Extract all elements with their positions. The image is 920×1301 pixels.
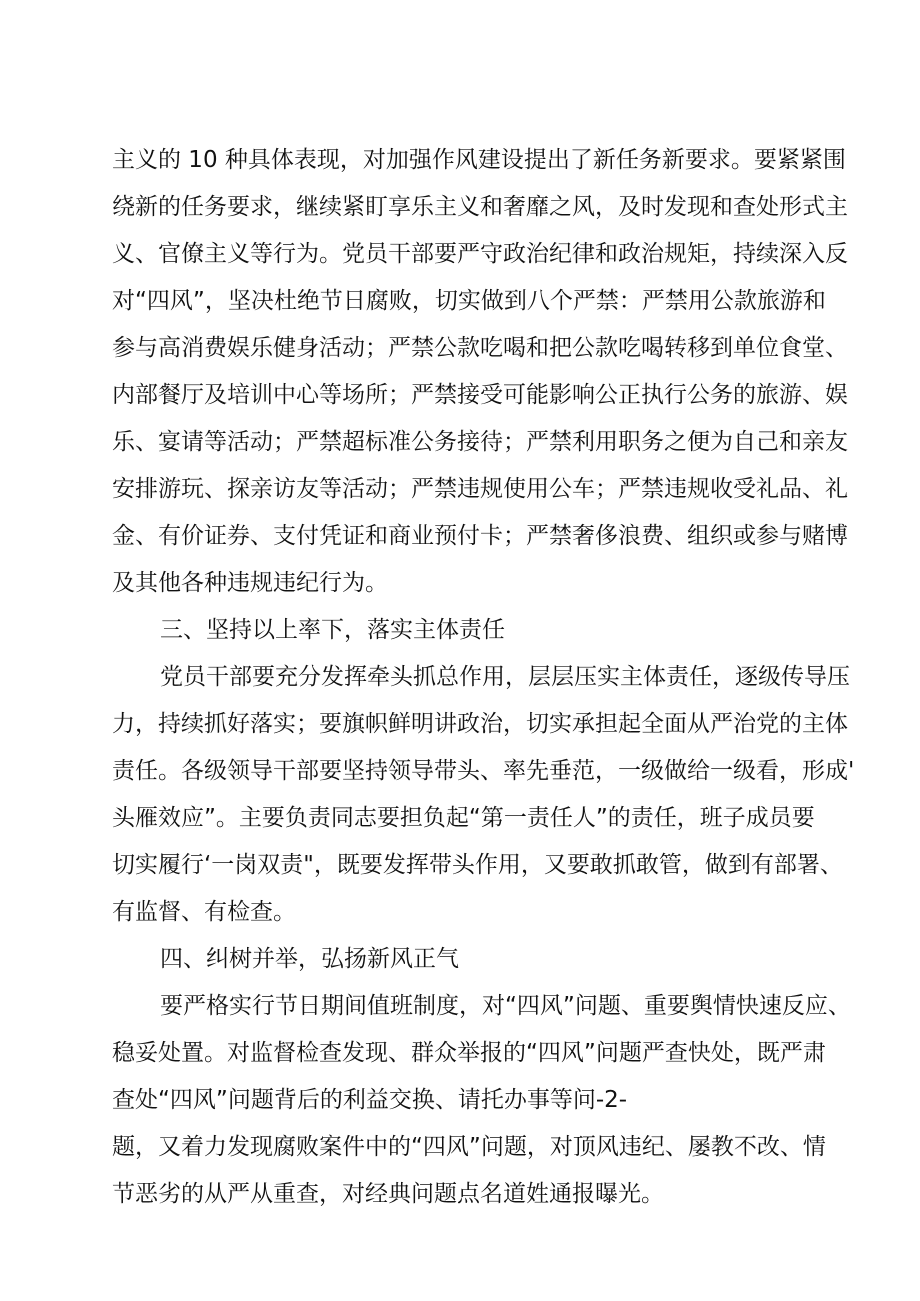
body-text-line: 要严格实行节日期间值班制度，对“四风”问题、重要舆情快速反应、 <box>160 993 851 1019</box>
body-text-line: 党员干部要充分发挥牵头抓总作用，层层压实主体责任，逐级传导压 <box>160 664 850 690</box>
body-text-line: 题，又着力发现腐败案件中的“四风”问题，对顶风违纪、屡教不改、情 <box>112 1134 826 1160</box>
section-heading: 四、纠树并举，弘扬新风正气 <box>160 946 459 972</box>
body-text-line-with-page-number: 查处“四风”问题背后的利益交换、请托办事等问-2- <box>112 1087 628 1113</box>
body-text-line: 金、有价证券、支付凭证和商业预付卡；严禁奢侈浪费、组织或参与赌博 <box>112 523 848 549</box>
body-text-line: 对“四风”，坚决杜绝节日腐败，切实做到八个严禁：严禁用公款旅游和 <box>112 288 826 314</box>
body-text-line: 节恶劣的从严从重查，对经典问题点名道姓通报曝光。 <box>112 1181 664 1207</box>
body-text-line: 责任。各级领导干部要坚持领导带头、率先垂范，一级做给一级看，形成' <box>112 758 855 784</box>
body-text-line: 及其他各种违规违纪行为。 <box>112 570 388 596</box>
body-text-line: 头雁效应”。主要负责同志要担负起“第一责任人”的责任，班子成员要 <box>112 805 815 831</box>
body-text-line: 切实履行‘一岗双责"，既要发挥带头作用，又要敢抓敢管，做到有部署、 <box>112 852 843 878</box>
body-text-line: 力，持续抓好落实；要旗帜鲜明讲政治，切实承担起全面从严治党的主体 <box>112 711 848 737</box>
body-text-line: 稳妥处置。对监督检查发现、群众举报的“四风”问题严查快处，既严肃 <box>112 1040 826 1066</box>
body-text-line: 内部餐厅及培训中心等场所；严禁接受可能影响公正执行公务的旅游、娱 <box>112 382 848 408</box>
body-text-line: 安排游玩、探亲访友等活动；严禁违规使用公车；严禁违规收受礼品、礼 <box>112 476 848 502</box>
body-text-line: 乐、宴请等活动；严禁超标准公务接待；严禁利用职务之便为自己和亲友 <box>112 429 848 455</box>
body-text-line: 绕新的任务要求，继续紧盯享乐主义和奢靡之风，及时发现和查处形式主 <box>112 194 848 220</box>
body-text-line: 参与高消费娱乐健身活动；严禁公款吃喝和把公款吃喝转移到单位食堂、 <box>112 335 848 361</box>
body-text-line: 义、官僚主义等行为。党员干部要严守政治纪律和政治规矩，持续深入反 <box>112 241 848 267</box>
section-heading: 三、坚持以上率下，落实主体责任 <box>160 617 505 643</box>
body-text-line: 有监督、有检查。 <box>112 899 296 925</box>
body-text-line: 主义的 10 种具体表现，对加强作风建设提出了新任务新要求。要紧紧围 <box>112 147 846 173</box>
